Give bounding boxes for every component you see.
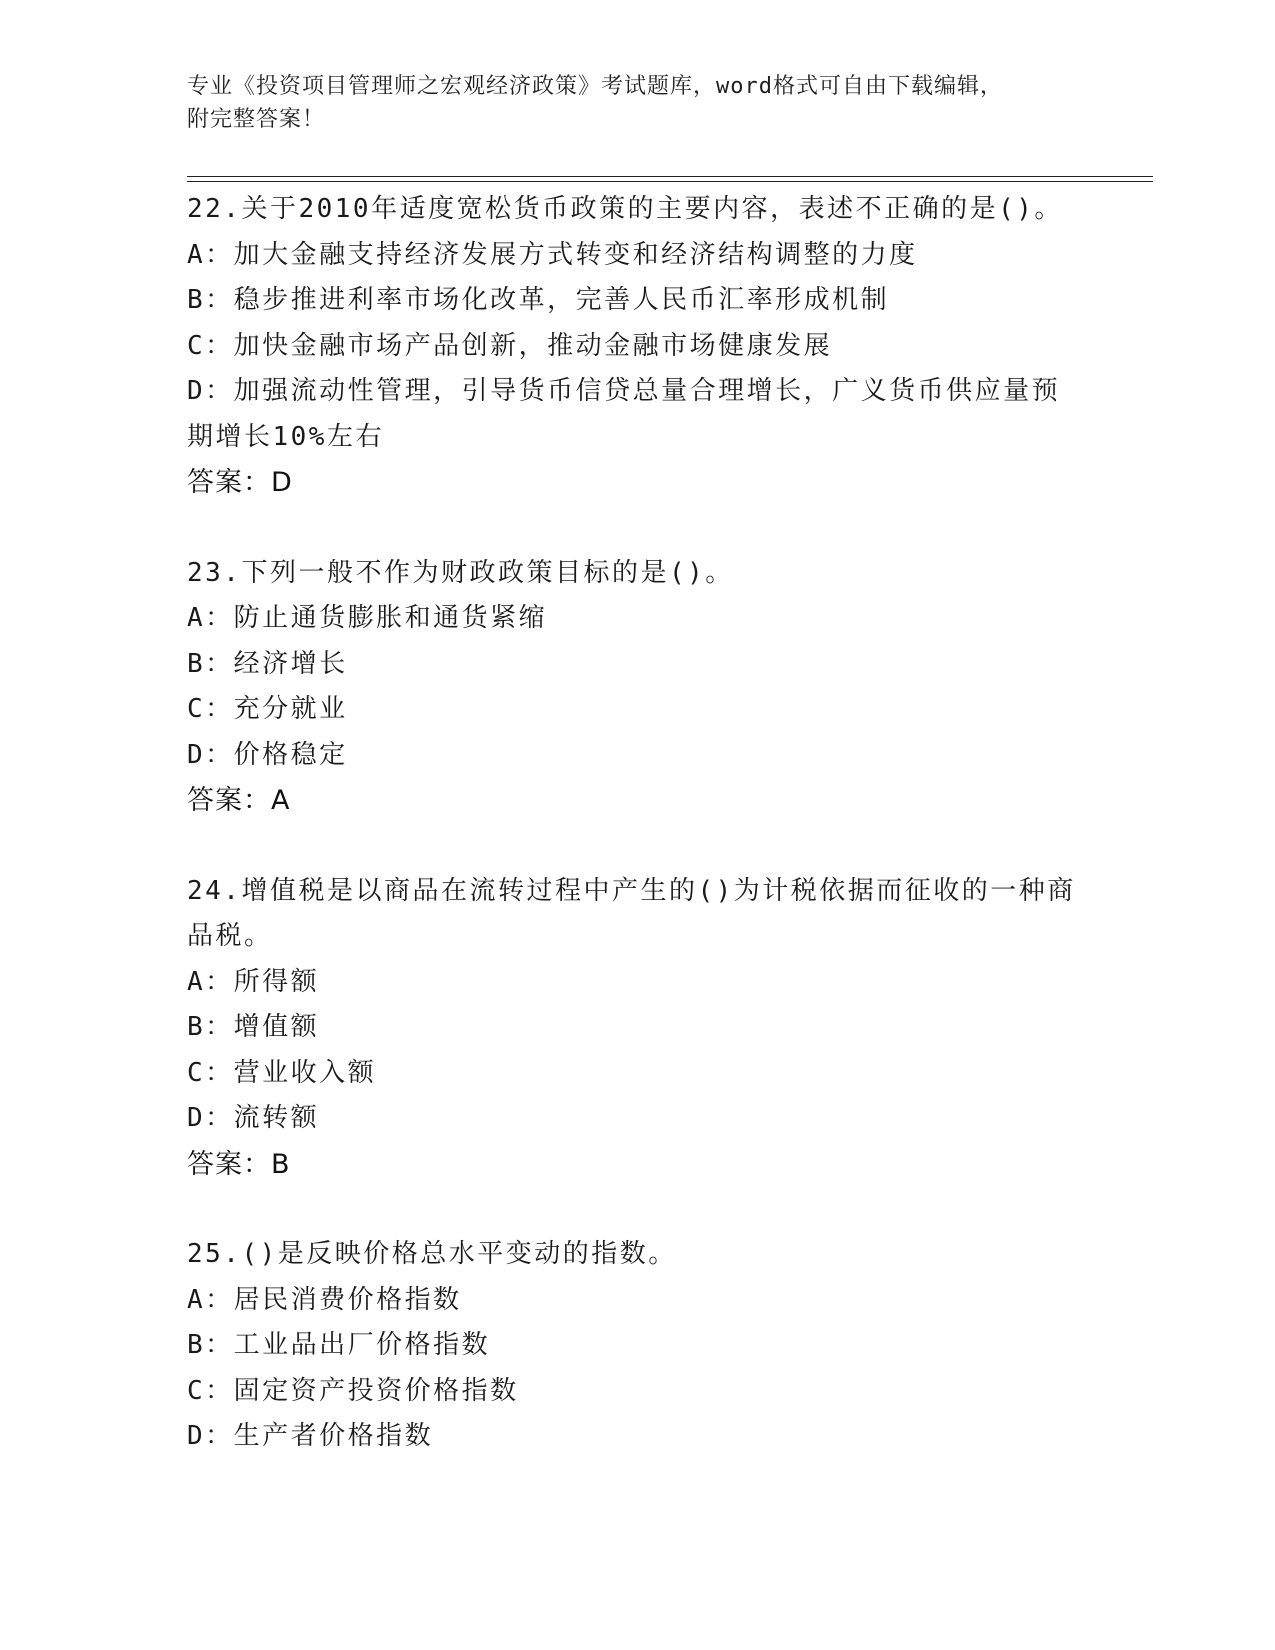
question-24 xyxy=(187,869,1087,1188)
question-stem: 23.下列一般不作为财政政策目标的是()。 xyxy=(187,557,734,588)
document-header xyxy=(187,70,1087,136)
answer-label: 答案：B xyxy=(187,1148,291,1180)
question-list xyxy=(187,187,1087,1505)
question-stem-continued: 品税。 xyxy=(187,921,273,951)
option-d: D：流转额 xyxy=(187,1103,320,1133)
question-22 xyxy=(187,187,1087,506)
header-line-2: 附完整答案！ xyxy=(187,107,326,132)
question-25 xyxy=(187,1232,1087,1460)
option-c: C：营业收入额 xyxy=(187,1057,377,1088)
answer-label: 答案：A xyxy=(187,785,291,816)
option-c: C：加快金融市场产品创新，推动金融市场健康发展 xyxy=(187,330,833,361)
answer-label: 答案：D xyxy=(187,467,293,498)
header-line-1: 专业《投资项目管理师之宏观经济政策》考试题库，word格式可自由下载编辑， xyxy=(187,74,1003,99)
question-stem: 25.()是反映价格总水平变动的指数。 xyxy=(187,1239,677,1269)
header-divider-bottom xyxy=(187,181,1153,182)
option-a: A：加大金融支持经济发展方式转变和经济结构调整的力度 xyxy=(187,239,918,270)
question-stem: 22.关于2010年适度宽松货币政策的主要内容，表述不正确的是()。 xyxy=(187,194,1063,224)
option-b: B：增值额 xyxy=(187,1012,320,1042)
option-d: D：加强流动性管理，引导货币信贷总量合理增长，广义货币供应量预 xyxy=(187,376,1061,406)
option-a: A：所得额 xyxy=(187,966,320,997)
question-stem: 24.增值税是以商品在流转过程中产生的()为计税依据而征收的一种商 xyxy=(187,875,1076,906)
option-b: B：工业品出厂价格指数 xyxy=(187,1330,491,1360)
question-23 xyxy=(187,551,1087,824)
option-b: B：经济增长 xyxy=(187,648,348,679)
option-a: A：居民消费价格指数 xyxy=(187,1284,462,1315)
option-d: D：生产者价格指数 xyxy=(187,1421,434,1451)
option-c: C：固定资产投资价格指数 xyxy=(187,1375,519,1406)
option-d: D：价格稳定 xyxy=(187,739,348,770)
option-b: B：稳步推进利率市场化改革，完善人民币汇率形成机制 xyxy=(187,285,890,315)
header-divider-top xyxy=(187,176,1153,177)
option-d-continued: 期增长10%左右 xyxy=(187,421,384,452)
option-a: A：防止通货膨胀和通货紧缩 xyxy=(187,603,548,633)
option-c: C：充分就业 xyxy=(187,694,348,724)
